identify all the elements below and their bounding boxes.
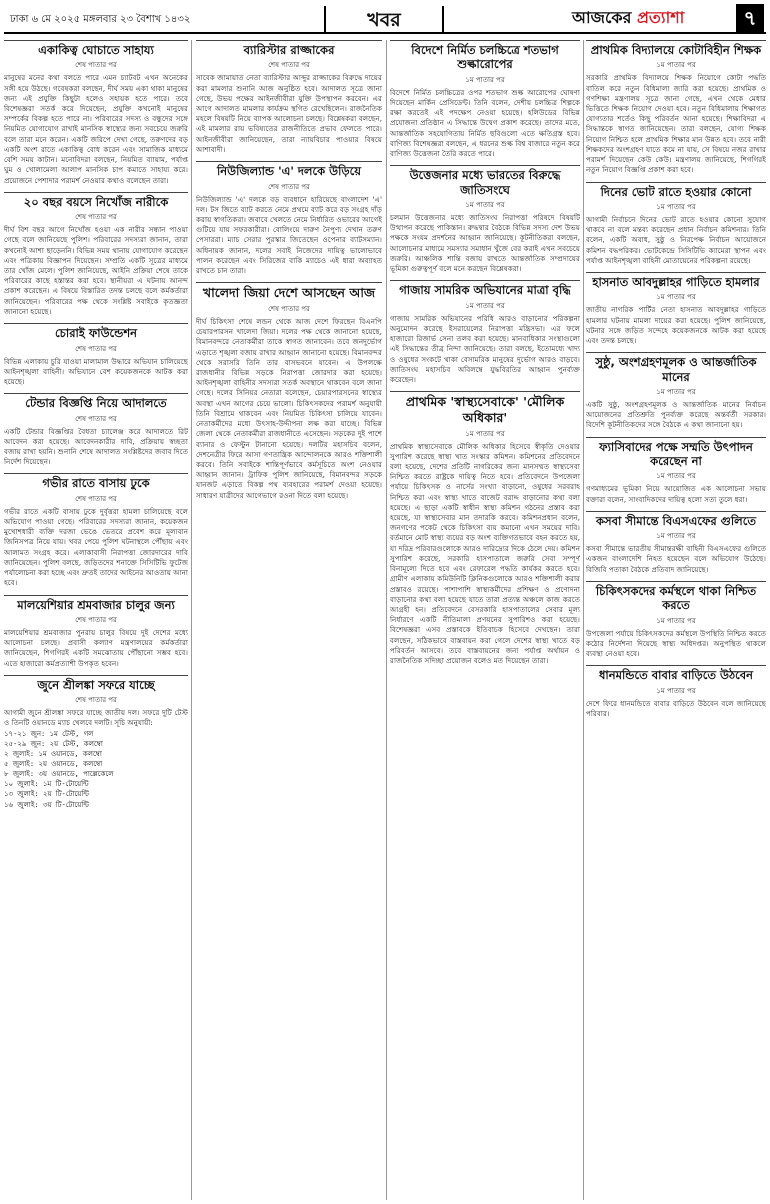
headline[interactable]: ২০ বছর বয়সে নিখোঁজ নারীকে <box>4 192 188 211</box>
jump-line: শেষ পাতার পর <box>268 182 310 191</box>
jump-line: ১ম পাতার পর <box>656 388 696 397</box>
story-missing-woman <box>4 192 188 317</box>
jump-line: ১ম পাতার পর <box>656 472 696 481</box>
story-body: বিদেশে নির্মিত চলচ্চিত্রের ওপর শতভাগ শুল্ক আরোপের ঘোষণা দিয়েছেন মার্কিন প্রেসিডেন্ট। তিনি বলেন, দেশীয় চলচ্চিত্র শিল্পকে রক্ষা করতেই এই পদক্ষেপ নেওয়া হয়েছে। হলিউডের বিভিন্ন প্রযোজনা প্রতিষ্ঠান এ সিদ্ধান্তে উদ্বেগ প্রকাশ করেছে। তাদের মতে, আন্তর্জাতিক সহযোগিতায় নির্মিত ছবিগুলো এতে ক্ষতিগ্রস্ত হবে। বাণিজ্য বিশেষজ্ঞরা বলছেন, এ ধরনের শুল্ক বিশ্ব বাজারে নতুন করে বাণিজ্য উত্তেজনা তৈরি করতে পারে। <box>390 87 580 159</box>
jump-line: শেষ পাতার পর <box>75 344 117 353</box>
masthead-part-b: প্রত্যাশা <box>636 8 685 27</box>
jump-line: ১ম পাতার পর <box>465 75 505 84</box>
story-body: গাজায় সামরিক অভিযানের পরিধি আরও বাড়ানোর পরিকল্পনা অনুমোদন করেছে ইসরায়েলের নিরাপত্তা মন্ত্রিসভা। এর ফলে হাজারো রিজার্ভ সেনা তলব করা হয়েছে। মানবাধিকার সংস্থাগুলো এই সিদ্ধান্তের তীব্র নিন্দা জানিয়েছে। তারা বলছে, ইতোমধ্যে খাদ্য ও ওষুধের সংকটে থাকা বেসামরিক মানুষের দুর্ভোগ আরও বাড়বে। জাতিসংঘ মহাসচিব অবিলম্বে যুদ্ধবিরতির আহ্বান পুনর্ব্যক্ত করেছেন। <box>390 313 580 385</box>
story-teacher-quota <box>586 40 766 176</box>
story-body: একটি টেন্ডার বিজ্ঞপ্তির বৈধতা চ্যালেঞ্জ করে আদালতে রিট আবেদন করা হয়েছে। আবেদনকারীর দাবি, প্রক্রিয়ায় স্বচ্ছতা বজায় রাখা হয়নি। শুনানি শেষে আদালত সংশ্লিষ্টদের জবাব দিতে নির্দেশ দিয়েছেন। <box>4 426 188 467</box>
story-body: আগামী নির্বাচনে দিনের ভোট রাতে হওয়ার কোনো সুযোগ থাকবে না বলে মন্তব্য করেছেন প্রধান নির্বাচন কমিশনার। তিনি বলেন, একটি অবাধ, সুষ্ঠু ও নিরপেক্ষ নির্বাচন আয়োজনে কমিশন বদ্ধপরিকর। ভোটকেন্দ্রে সিসিটিভি ক্যামেরা স্থাপন এবং পর্যাপ্ত আইনশৃঙ্খলা বাহিনী মোতায়েনের পরিকল্পনা রয়েছে। <box>586 214 766 265</box>
jump-line: শেষ পাতার পর <box>75 61 117 70</box>
jump-line: ১ম পাতার পর <box>465 301 505 310</box>
story-doctors-workplace <box>586 581 766 659</box>
story-body: সরকারি প্রাথমিক বিদ্যালয়ে শিক্ষক নিয়োগে কোটা পদ্ধতি বাতিল করে নতুন বিধিমালা জারি করা হয়েছে। প্রাথমিক ও গণশিক্ষা মন্ত্রণালয় সূত্রে জানা গেছে, এখন থেকে মেধার ভিত্তিতে শিক্ষক নিয়োগ দেওয়া হবে। নতুন বিধিমালায় শিক্ষাগত যোগ্যতার শর্তেও কিছু পরিবর্তন আনা হয়েছে। শিক্ষাবিদরা এ সিদ্ধান্তকে স্বাগত জানিয়েছেন। তারা বলছেন, যোগ্য শিক্ষক নিয়োগ নিশ্চিত হলে প্রাথমিক শিক্ষার মান উন্নত হবে। তবে নারী শিক্ষকদের অংশগ্রহণ যাতে কমে না যায়, সে বিষয়ে নজর রাখার পরামর্শ দিয়েছেন কেউ কেউ। মন্ত্রণালয় জানিয়েছে, শিগগিরই নতুন নিয়োগ বিজ্ঞপ্তি প্রকাশ করা হবে। <box>586 73 766 175</box>
story-srilanka-tour <box>4 675 188 810</box>
story-body: সাবেক জামায়াত নেতা ব্যারিস্টার আব্দুর রাজ্জাকের বিরুদ্ধে দায়ের করা মামলার শুনানি আজ অনুষ্ঠিত হবে। আদালত সূত্রে জানা গেছে, উভয় পক্ষের আইনজীবীরা যুক্তি উপস্থাপন করবেন। এর আগে আদালত মামলার কার্যক্রম স্থগিত রেখেছিলেন। রাজনৈতিক মহলে বিষয়টি নিয়ে ব্যাপক আলোচনা চলছে। বিশ্লেষকরা বলছেন, এই মামলার রায় ভবিষ্যতের রাজনীতিতে প্রভাব ফেলতে পারে। আইনজীবীরা জানিয়েছেন, তারা ন্যায়বিচার পাওয়ার বিষয়ে আশাবাদী। <box>196 73 382 154</box>
masthead-logo <box>572 5 684 32</box>
story-un-tension <box>390 165 580 274</box>
headline[interactable]: ফ্যাসিবাদের পক্ষে সম্মতি উৎপাদন করেছেন না <box>586 437 766 471</box>
headline[interactable]: দিনের ভোট রাতে হওয়ার কোনো <box>586 182 766 201</box>
masthead-part-a: আজকের <box>572 8 637 27</box>
fixture-list: ১৭-২১ জুন: ১ম টেস্ট, গল ২৫-২৯ জুন: ২য় টেস্ট, কলম্বো ২ জুলাই: ১ম ওয়ানডে, কলম্বো ৫ জুলাই: ২য় ওয়ানডে, কলম্বো ৮ জুলাই: ৩য় ওয়ানডে, পাল্লেকেলে ১০ জুলাই: ১ম টি-টোয়েন্টি ১৩ জুলাই: ২য় টি-টোয়েন্টি ১৬ জুলাই: ৩য় টি-টোয়েন্টি <box>4 729 114 809</box>
column-1 <box>4 40 188 1200</box>
story-night-vote <box>586 182 766 266</box>
story-body: মানুষের মনের কথা বলতে পারে এমন চ্যাটবট এখন অনেকের সঙ্গী হয়ে উঠছে। গবেষকরা বলছেন, দীর্ঘ সময় একা থাকা মানুষের জন্য এই প্রযুক্তি কিছুটা হলেও সহায়ক হতে পারে। তবে বিশেষজ্ঞরা সতর্ক করে দিয়েছেন, প্রযুক্তি কখনোই মানুষের সম্পর্কের বিকল্প হতে পারে না। পরিবারের সদস্য ও বন্ধুদের সঙ্গে নিয়মিত যোগাযোগ রাখাই মানসিক স্বাস্থ্যের জন্য সবচেয়ে জরুরি বলে তারা মনে করেন। একটি জরিপে দেখা গেছে, তরুণদের বড় একটি অংশ রাতে একাকিত্ব বোধ করেন এবং সামাজিক মাধ্যমে বেশি সময় কাটান। মনোবিদরা বলছেন, নিয়মিত ব্যায়াম, পর্যাপ্ত ঘুম ও খোলামেলা আলাপ মানসিক চাপ কমাতে সাহায্য করে। প্রয়োজনে পেশাদার পরামর্শ নেওয়ার কথাও বলেছেন তারা। <box>4 73 188 185</box>
story-fascism-consent <box>586 437 766 505</box>
jump-line: শেষ পাতার পর <box>75 696 117 705</box>
story-body: মালয়েশিয়ার শ্রমবাজার পুনরায় চালুর বিষয়ে দুই দেশের মধ্যে আলোচনা চলছে। প্রবাসী কল্যাণ মন্ত্রণালয়ের কর্মকর্তারা জানিয়েছেন, শিগগিরই একটি সমঝোতায় পৌঁছানো সম্ভব হবে। এতে হাজারো কর্মপ্রত্যাশী উপকৃত হবেন। <box>4 627 188 668</box>
jump-line: শেষ পাতার পর <box>75 213 117 222</box>
column-divider <box>191 40 192 1200</box>
jump-line: ১ম পাতার পর <box>656 616 696 625</box>
column-divider <box>386 40 387 1200</box>
headline[interactable]: হাসনাত আবদুল্লাহর গাড়িতে হামলার <box>586 272 766 291</box>
story-body: গণমাধ্যমের ভূমিকা নিয়ে আয়োজিত এক আলোচনা সভায় বক্তারা বলেন, সাংবাদিকদের দায়িত্ব হলো সত্য তুলে ধরা। <box>586 484 766 504</box>
jump-line: ১ম পাতার পর <box>656 686 696 695</box>
jump-line: শেষ পাতার পর <box>75 494 117 503</box>
jump-line: ১ম পাতার পর <box>656 61 696 70</box>
headline[interactable]: প্রাথমিক বিদ্যালয়ে কোটাবিহীন শিক্ষক <box>586 40 766 59</box>
headline[interactable]: টেন্ডার বিজ্ঞপ্তি নিয়ে আদালতে <box>4 393 188 412</box>
headline[interactable]: সুষ্ঠু, অংশগ্রহণমূলক ও আন্তর্জাতিক মানের <box>586 352 766 386</box>
story-loneliness <box>4 40 188 186</box>
story-body: বিভিন্ন এলাকায় চুরি যাওয়া মালামাল উদ্ধারে অভিযান চালিয়েছে আইনশৃঙ্খলা বাহিনী। অভিযানে বেশ কয়েকজনকে আটক করা হয়েছে। <box>4 356 188 386</box>
story-kasba-border <box>586 511 766 575</box>
headline[interactable]: খালেদা জিয়া দেশে আসছেন আজ <box>196 282 382 303</box>
story-body: গভীর রাতে একটি বাসায় ঢুকে দুর্বৃত্তরা হামলা চালিয়েছে বলে অভিযোগ পাওয়া গেছে। পরিবারের সদস্যরা জানান, কয়েকজন মুখোশধারী ব্যক্তি দরজা ভেঙে ভেতরে প্রবেশ করে মূল্যবান জিনিসপত্র নিয়ে যায়। খবর পেয়ে পুলিশ ঘটনাস্থলে পৌঁছায় এবং আলামত সংগ্রহ করে। এলাকাবাসী নিরাপত্তা জোরদারের দাবি জানিয়েছেন। পুলিশ বলছে, জড়িতদের শনাক্তে সিসিটিভি ফুটেজ পর্যালোচনা করা হচ্ছে এবং দ্রুতই তাদের আইনের আওতায় আনা হবে। <box>4 506 188 588</box>
story-stolen <box>4 323 188 387</box>
section-title: খবর <box>324 6 444 32</box>
story-tender <box>4 393 188 467</box>
story-malaysia <box>4 595 188 669</box>
story-barrister <box>196 40 382 155</box>
headline[interactable]: ধানমন্ডিতে বাবার বাড়িতে উঠবেন <box>586 665 766 684</box>
jump-line: ১ম পাতার পর <box>465 429 505 438</box>
headline[interactable]: ব্যারিস্টার রাজ্জাকের <box>196 40 382 59</box>
headline[interactable]: কসবা সীমান্তে বিএসএফের গুলিতে <box>586 511 766 530</box>
story-body: চলমান উত্তেজনার মধ্যে জাতিসংঘ নিরাপত্তা পরিষদে বিষয়টি উত্থাপন করেছে পাকিস্তান। রুদ্ধদ্বার বৈঠকে বিভিন্ন সদস্য দেশ উভয় পক্ষকে সংযম প্রদর্শনের আহ্বান জানিয়েছে। কূটনীতিকরা বলছেন, আলোচনার মাধ্যমে সমস্যার সমাধান খুঁজে বের করাই এখন সবচেয়ে জরুরি। আঞ্চলিক শান্তি বজায় রাখতে আন্তর্জাতিক সম্প্রদায়ের ভূমিকা গুরুত্বপূর্ণ বলে মনে করছেন বিশ্লেষকরা। <box>390 213 580 274</box>
headline[interactable]: গভীর রাতে বাসায় ঢুকে <box>4 473 188 492</box>
story-film-tariff <box>390 40 580 159</box>
story-body: দীর্ঘ বিশ বছর আগে নিখোঁজ হওয়া এক নারীর সন্ধান পাওয়া গেছে বলে জানিয়েছে পুলিশ। পরিবারের সদস্যরা জানান, তারা কখনোই আশা ছাড়েননি। বিভিন্ন সময় থানায় যোগাযোগ করেছেন এবং পত্রিকায় বিজ্ঞাপন দিয়েছেন। সম্প্রতি একটি সূত্রের মাধ্যমে তার খোঁজ মেলে। পুলিশ জানিয়েছে, আইনি প্রক্রিয়া শেষে তাকে পরিবারের কাছে হস্তান্তর করা হবে। স্থানীয়রা এ ঘটনায় আনন্দ প্রকাশ করেছেন। এ বিষয়ে বিস্তারিত তদন্ত চলছে বলে কর্মকর্তারা জানিয়েছেন। পরিবারের পক্ষ থেকে সংশ্লিষ্ট সবাইকে কৃতজ্ঞতা জানানো হয়েছে। <box>4 225 188 316</box>
story-body: জাতীয় নাগরিক পার্টির নেতা হাসনাত আবদুল্লাহর গাড়িতে হামলার ঘটনায় মামলা দায়ের করা হয়েছে। পুলিশ জানিয়েছে, ঘটনার সঙ্গে জড়িত সন্দেহে কয়েকজনকে আটক করা হয়েছে এবং তদন্ত চলছে। <box>586 305 766 346</box>
story-gaza <box>390 280 580 385</box>
column-3 <box>390 40 580 1200</box>
headline[interactable]: প্রাথমিক 'স্বাস্থ্যসেবাকে' 'মৌলিক অধিকার' <box>390 391 580 427</box>
headline[interactable]: নিউজিল্যান্ড 'এ' দলকে উড়িয়ে <box>196 161 382 180</box>
story-body: আগামী জুনে শ্রীলঙ্কা সফরে যাচ্ছে জাতীয় দল। সফরে দুটি টেস্ট ও তিনটি ওয়ানডে ম্যাচ খেলবে দলটি। সূচি অনুযায়ী: <box>4 708 188 728</box>
jump-line: ১ম পাতার পর <box>656 202 696 211</box>
story-body: দেশে ফিরে ধানমন্ডিতে বাবার বাড়িতে উঠবেন বলে জানিয়েছে পরিবার। <box>586 698 766 718</box>
headline[interactable]: চিকিৎসকদের কর্মস্থলে থাকা নিশ্চিত করতে <box>586 581 766 615</box>
jump-line: ১ম পাতার পর <box>656 532 696 541</box>
story-body: কসবা সীমান্তে ভারতীয় সীমান্তরক্ষী বাহিনী বিএসএফের গুলিতে একজন বাংলাদেশি নিহত হয়েছেন বলে অভিযোগ উঠেছে। বিজিবি পতাকা বৈঠকে প্রতিবাদ জানিয়েছে। <box>586 544 766 574</box>
story-khaleda-zia <box>196 282 382 501</box>
column-4 <box>586 40 766 1200</box>
column-2 <box>196 40 382 1200</box>
jump-line: শেষ পাতার পর <box>268 304 310 313</box>
story-body: দীর্ঘ চিকিৎসা শেষে লন্ডন থেকে আজ দেশে ফিরছেন বিএনপি চেয়ারপারসন খালেদা জিয়া। দলের পক্ষ থেকে জানানো হয়েছে, বিমানবন্দরে নেতাকর্মীরা তাকে স্বাগত জানাবেন। তবে জনদুর্ভোগ এড়াতে শৃঙ্খলা বজায় রাখার আহ্বান জানানো হয়েছে। বিমানবন্দর থেকে সরাসরি তিনি তার বাসভবনে যাবেন। এ উপলক্ষে রাজধানীর বিভিন্ন সড়কে নিরাপত্তা জোরদার করা হয়েছে। আইনশৃঙ্খলা বাহিনীর সদস্যরা সতর্ক অবস্থানে থাকবেন বলে জানা গেছে। দলের সিনিয়র নেতারা বলেছেন, চেয়ারপারসনের স্বাস্থ্যের অবস্থা এখন আগের চেয়ে ভালো। চিকিৎসকদের পরামর্শ অনুযায়ী তিনি বিশ্রামে থাকবেন এবং নিয়মিত চিকিৎসা চালিয়ে যাবেন। নেতাকর্মীদের মধ্যে উৎসাহ-উদ্দীপনা লক্ষ করা যাচ্ছে। বিভিন্ন জেলা থেকে নেতাকর্মীরা রাজধানীতে এসেছেন। সড়কের দুই পাশে ব্যানার ও ফেস্টুন টানানো হয়েছে। দলটির মহাসচিব বলেন, দেশনেত্রীর ফিরে আসা গণতান্ত্রিক আন্দোলনকে আরও শক্তিশালী করবে। তিনি সবাইকে শান্তিপূর্ণভাবে কর্মসূচিতে অংশ নেওয়ার আহ্বান জানান। ট্রাফিক পুলিশ জানিয়েছে, বিমানবন্দর সড়কে যানজট এড়াতে বিকল্প পথ ব্যবহারের পরামর্শ দেওয়া হয়েছে। সাধারণ যাত্রীদের আগেভাগে রওনা দিতে বলা হয়েছে। <box>196 316 382 500</box>
story-hasnat-attack <box>586 272 766 346</box>
page-header <box>4 4 766 34</box>
headline[interactable]: একাকিত্ব ঘোচাতে সাহায্য <box>4 40 188 59</box>
jump-line: শেষ পাতার পর <box>75 615 117 624</box>
story-night-attack <box>4 473 188 588</box>
jump-line: ১ম পাতার পর <box>656 293 696 302</box>
jump-line: ১ম পাতার পর <box>465 201 505 210</box>
column-divider <box>583 40 584 1200</box>
headline[interactable]: মালয়েশিয়ার শ্রমবাজার চালুর জন্য <box>4 595 188 614</box>
page-number: ৭ <box>736 4 764 32</box>
story-body: উপজেলা পর্যায়ে চিকিৎসকদের কর্মস্থলে উপস্থিতি নিশ্চিত করতে কঠোর নির্দেশনা দিয়েছে স্বাস্থ্য অধিদপ্তর। অনুপস্থিত থাকলে ব্যবস্থা নেওয়া হবে। <box>586 628 766 659</box>
jump-line: শেষ পাতার পর <box>75 414 117 423</box>
story-dhanmondi <box>586 665 766 719</box>
headline[interactable]: জুনে শ্রীলঙ্কা সফরে যাচ্ছে <box>4 675 188 694</box>
dateline: ঢাকা ৬ মে ২০২৫ মঙ্গলবার ২৩ বৈশাখ ১৪৩২ <box>10 14 191 25</box>
story-healthcare-right <box>390 391 580 666</box>
headline[interactable]: উত্তেজনার মধ্যে ভারতের বিরুদ্ধে জাতিসংঘে <box>390 165 580 199</box>
story-body: নিউজিল্যান্ড 'এ' দলকে বড় ব্যবধানে হারিয়েছে বাংলাদেশ 'এ' দল। টস জিতে ব্যাট করতে নেমে প্রথমে ব্যাট করে বড় সংগ্রহ দাঁড় করায় স্বাগতিকরা। জবাবে খেলতে নেমে নির্ধারিত ওভারের আগেই গুটিয়ে যায় সফরকারীরা। বোলিংয়ে দারুণ নৈপুণ্য দেখান তরুণ পেসাররা। ম্যাচ সেরার পুরস্কার জিতেছেন ওপেনার ব্যাটসম্যান। অধিনায়ক জানান, দলের সবাই নিজেদের দায়িত্ব ভালোভাবে পালন করেছেন এবং সিরিজের বাকি ম্যাচেও এই ধারা অব্যাহত রাখতে চান তারা। <box>196 194 382 276</box>
story-body: একটি সুষ্ঠু, অংশগ্রহণমূলক ও আন্তর্জাতিক মানের নির্বাচন আয়োজনের প্রতিশ্রুতি পুনর্ব্যক্ত করেছে অন্তর্বর্তী সরকার। বিদেশি কূটনীতিকদের সঙ্গে বৈঠকে এ কথা জানানো হয়। <box>586 400 766 430</box>
story-body: প্রাথমিক স্বাস্থ্যসেবাকে মৌলিক অধিকার হিসেবে স্বীকৃতি দেওয়ার সুপারিশ করেছে স্বাস্থ্য খাত সংস্কার কমিশন। কমিশনের প্রতিবেদনে বলা হয়েছে, দেশের প্রতিটি নাগরিকের জন্য মানসম্মত স্বাস্থ্যসেবা নিশ্চিত করতে রাষ্ট্রকে দায়িত্ব নিতে হবে। প্রতিবেদনে উপজেলা পর্যায়ে চিকিৎসক ও নার্সের সংখ্যা বাড়ানো, ওষুধের সরবরাহ নিশ্চিত করা এবং স্বাস্থ্য খাতে বাজেট বরাদ্দ বাড়ানোর কথা বলা হয়েছে। এ ছাড়া একটি স্বাধীন স্বাস্থ্য কমিশন গঠনের প্রস্তাব করা হয়েছে, যা স্বাস্থ্যসেবার মান তদারকি করবে। কমিশনপ্রধান বলেন, জনগণের পকেট থেকে চিকিৎসা ব্যয় কমানো এখন সময়ের দাবি। বর্তমানে মোট স্বাস্থ্য ব্যয়ের বড় অংশ ব্যক্তিগতভাবে বহন করতে হয়, যা দরিদ্র পরিবারগুলোকে আরও দারিদ্র্যের দিকে ঠেলে দেয়। কমিশন সুপারিশ করেছে, সরকারি হাসপাতালে জরুরি সেবা সম্পূর্ণ বিনামূল্যে দিতে হবে এবং রেফারেল পদ্ধতি কার্যকর করতে হবে। গ্রামীণ এলাকায় কমিউনিটি ক্লিনিকগুলোকে আরও শক্তিশালী করার প্রস্তাবও রয়েছে। পাশাপাশি স্বাস্থ্যকর্মীদের প্রশিক্ষণ ও প্রণোদনা বাড়ানোর কথা বলা হয়েছে যাতে তারা প্রত্যন্ত অঞ্চলে কাজ করতে আগ্রহী হন। প্রতিবেদনে বেসরকারি হাসপাতালের সেবার মূল্য নির্ধারণে একটি নীতিমালা প্রণয়নের সুপারিশও করা হয়েছে। বিশেষজ্ঞরা এসব প্রস্তাবকে ইতিবাচক হিসেবে দেখছেন। তারা বলছেন, সঠিকভাবে বাস্তবায়ন করা গেলে দেশের স্বাস্থ্য খাতে বড় পরিবর্তন আসবে। তবে বাস্তবায়নের জন্য পর্যাপ্ত অর্থায়ন ও রাজনৈতিক সদিচ্ছা প্রয়োজন বলেও মত দিয়েছেন তারা। <box>390 441 580 666</box>
headline[interactable]: চোরাই ফাউন্ডেশন <box>4 323 188 342</box>
story-cricket-nz <box>196 161 382 276</box>
headline[interactable]: বিদেশে নির্মিত চলচ্চিত্রে শতভাগ শুল্কারোপের <box>390 40 580 74</box>
headline[interactable]: গাজায় সামরিক অভিযানের মাত্রা বৃদ্ধি <box>390 280 580 299</box>
story-fair-election <box>586 352 766 430</box>
jump-line: শেষ পাতার পর <box>268 61 310 70</box>
